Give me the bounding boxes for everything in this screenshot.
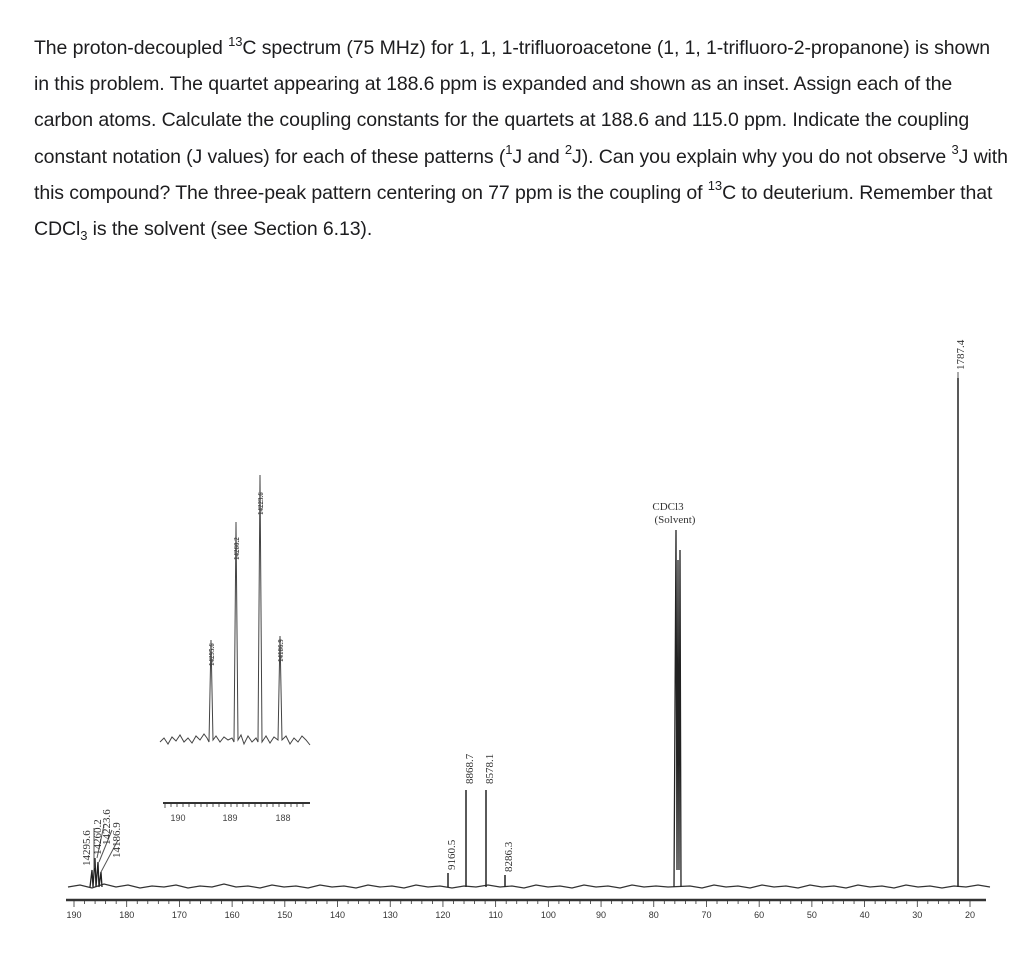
peak-label: 8868.7 bbox=[464, 753, 476, 784]
x-tick-label: 80 bbox=[648, 910, 659, 920]
peak-label: 14223.6 bbox=[101, 809, 113, 845]
x-tick-label: 40 bbox=[859, 910, 870, 920]
problem-paragraph bbox=[34, 30, 1009, 247]
x-tick-label: 100 bbox=[540, 910, 556, 920]
inset-peak-label: 14295.6 bbox=[208, 643, 216, 666]
x-tick-label: 130 bbox=[382, 910, 398, 920]
x-tick-label: 70 bbox=[701, 910, 712, 920]
x-tick-label: 20 bbox=[964, 910, 976, 920]
problem-text: J and bbox=[512, 145, 565, 168]
solvent-label: (Solvent) bbox=[654, 514, 696, 526]
inset-peak-label: 14260.2 bbox=[233, 537, 241, 560]
problem-text: C spectrum (75 MHz) for 1, 1, 1-trifluoroacetone (1, 1, 1-trifluoro-2-propanone) is shown in this problem. The quartet appearing at 188.6 ppm is expanded and shown as an inset. Assign each of the carbon atoms. Calculate the coupling constants for the quartets at 188.6 and 115.0 ppm. Indicate the coupling constant notation (J values) for each of these patterns ( bbox=[34, 37, 990, 168]
peak-label: 1787.4 bbox=[955, 339, 967, 370]
peak-label: 8286.3 bbox=[503, 841, 515, 872]
x-tick-label: 140 bbox=[330, 910, 346, 920]
inset-peak-label: 14223.6 bbox=[257, 492, 265, 515]
problem-text: is the solvent (see Section 6.13). bbox=[87, 218, 373, 241]
peak-label: 14295.6 bbox=[81, 830, 93, 866]
x-tick-label: 150 bbox=[277, 910, 293, 920]
problem-text: C to deuterium. Remember that CDCl bbox=[34, 181, 993, 241]
peak-label: 14260.2 bbox=[92, 819, 104, 855]
inset-peak-label: 14186.9 bbox=[277, 639, 285, 662]
x-tick-label: 170 bbox=[171, 910, 187, 920]
superscript: 2 bbox=[564, 142, 573, 158]
peak-label: 8578.1 bbox=[484, 753, 496, 784]
x-tick-label: 120 bbox=[435, 910, 451, 920]
inset-spectrum-trace bbox=[160, 475, 310, 745]
x-tick-label: 50 bbox=[806, 910, 817, 920]
problem-text: The proton-decoupled bbox=[34, 37, 229, 59]
superscript: 1 bbox=[505, 142, 513, 158]
x-tick-label: 30 bbox=[912, 910, 923, 920]
problem-text: J). Can you explain why you do not observe bbox=[572, 145, 952, 168]
solvent-peak bbox=[674, 530, 681, 887]
x-tick-label: 60 bbox=[754, 910, 765, 920]
subscript: 3 bbox=[80, 227, 88, 243]
x-tick-label: 190 bbox=[66, 910, 82, 920]
baseline-noise bbox=[68, 884, 990, 888]
problem-statement bbox=[34, 30, 1009, 247]
peak-label: 14186.9 bbox=[111, 822, 123, 858]
x-axis-tick-labels bbox=[66, 910, 975, 920]
superscript: 13 bbox=[228, 33, 243, 49]
peak-label: 9160.5 bbox=[446, 839, 458, 870]
inset-tick-label: 188 bbox=[275, 813, 291, 823]
inset-expansion bbox=[160, 475, 310, 823]
solvent-label: CDCl3 bbox=[652, 501, 684, 513]
problem-text: J with this compound? The three-peak pattern centering on 77 ppm is the coupling of bbox=[34, 145, 1008, 204]
x-tick-label: 110 bbox=[488, 910, 503, 920]
inset-tick-label: 190 bbox=[170, 813, 186, 823]
inset-tick-label: 189 bbox=[222, 813, 238, 823]
nmr-spectrum bbox=[0, 310, 1024, 950]
superscript: 3 bbox=[951, 142, 959, 158]
x-tick-label: 90 bbox=[596, 910, 607, 920]
x-tick-label: 180 bbox=[119, 910, 135, 920]
superscript: 13 bbox=[707, 178, 723, 194]
x-tick-label: 160 bbox=[224, 910, 240, 920]
